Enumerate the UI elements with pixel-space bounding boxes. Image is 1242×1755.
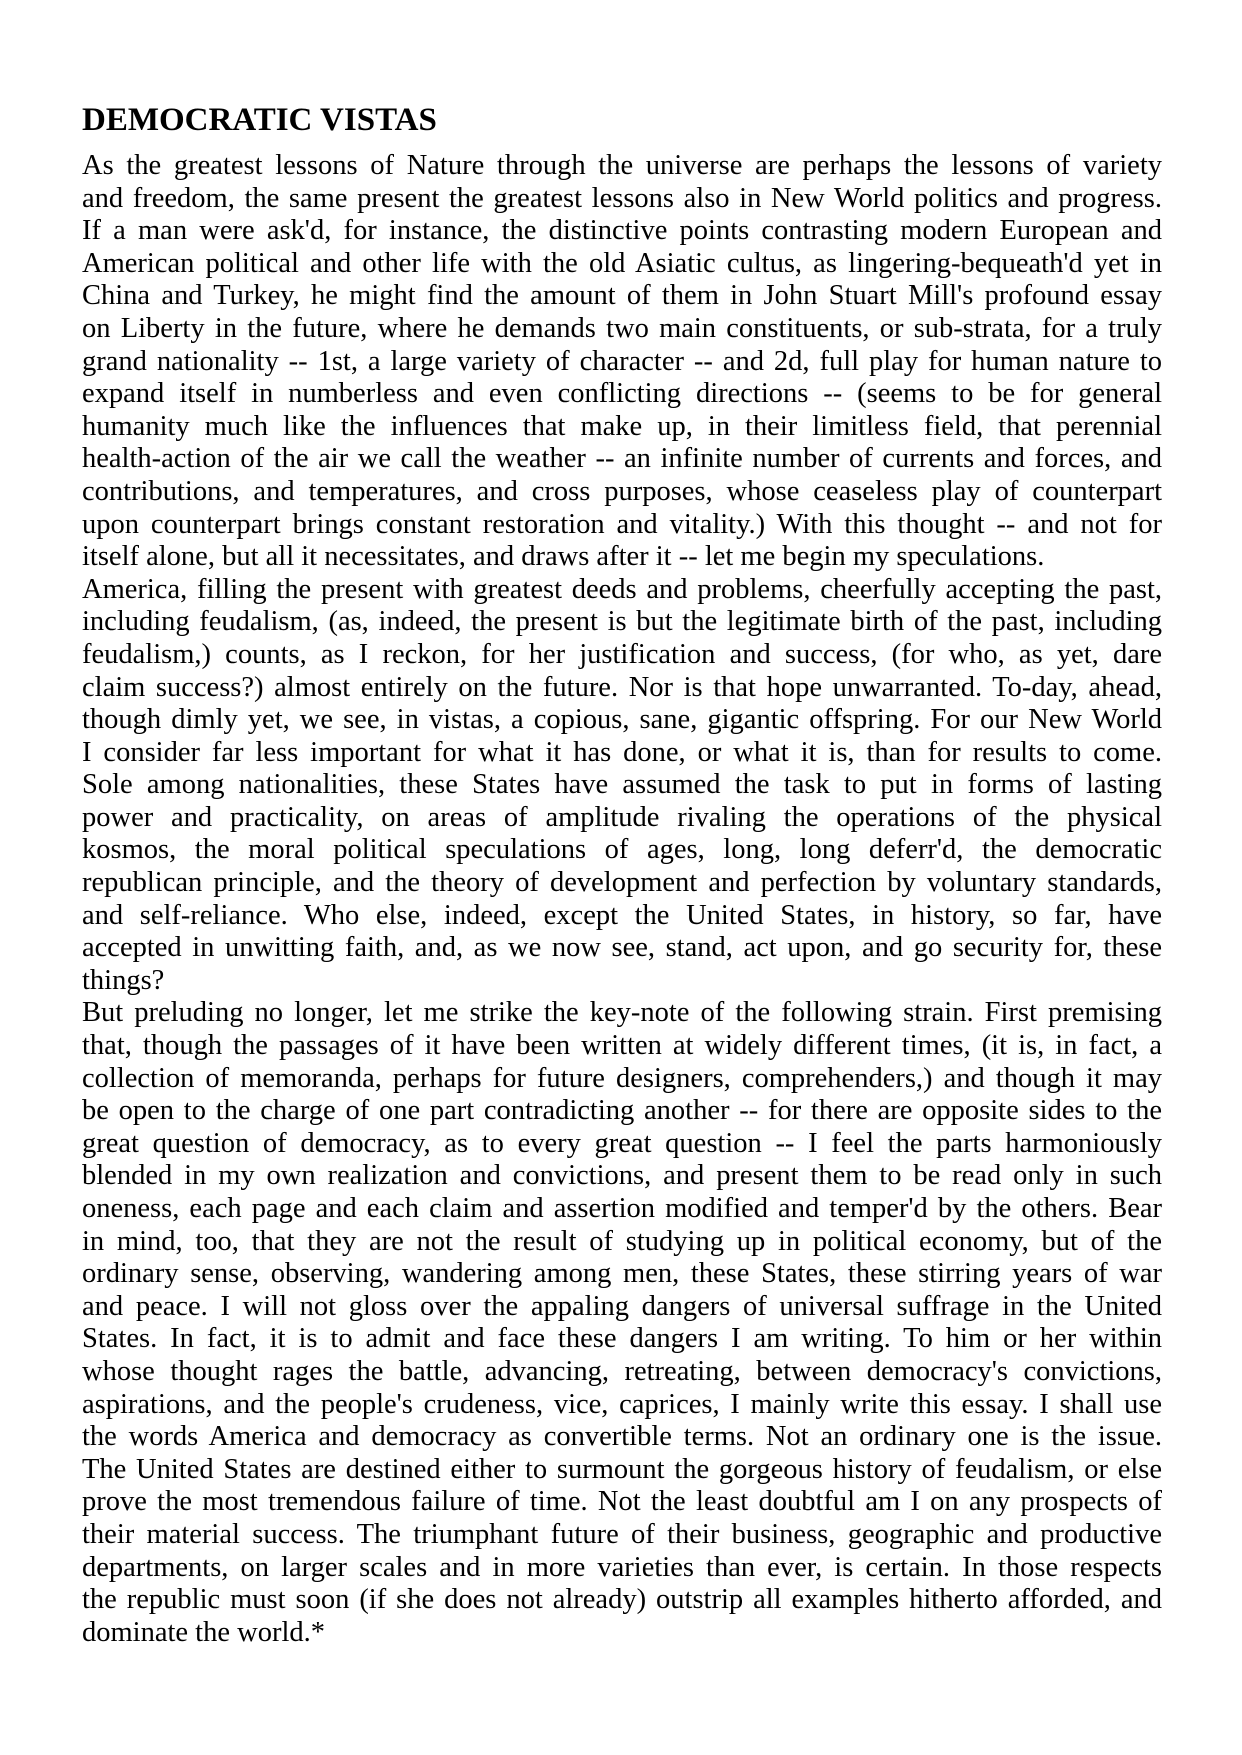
text-line: upon counterpart brings constant restoration and vitality.) With this thought -- and not for — [82, 508, 1162, 540]
text-line: America, filling the present with greatest deeds and problems, cheerfully accepting the past, — [82, 573, 1162, 605]
text-line: The United States are destined either to surmount the gorgeous history of feudalism, or else — [82, 1453, 1162, 1485]
text-line: States. In fact, it is to admit and face these dangers I am writing. To him or her within — [82, 1323, 1162, 1355]
text-line: the words America and democracy as convertible terms. Not an ordinary one is the issue. — [82, 1421, 1162, 1453]
text-line: things? — [82, 964, 165, 996]
text-line: though dimly yet, we see, in vistas, a copious, sane, gigantic offspring. For our New World — [82, 704, 1162, 736]
paragraph — [82, 574, 1162, 998]
text-line: oneness, each page and each claim and assertion modified and temper'd by the others. Bear — [82, 1193, 1162, 1224]
text-line: Sole among nationalities, these States have assumed the task to put in forms of lasting — [82, 769, 1162, 801]
text-line: that, though the passages of it have been written at widely different times, (it is, in fact, a — [82, 1030, 1162, 1062]
text-line: grand nationality -- 1st, a large variety of character -- and 2d, full play for human nature to — [82, 345, 1162, 377]
text-line: I consider far less important for what it has done, or what it is, than for results to come. — [82, 736, 1162, 768]
text-line: including feudalism, (as, indeed, the present is but the legitimate birth of the past, including — [82, 606, 1162, 638]
text-line: dominate the world.* — [82, 1616, 325, 1648]
text-line: If a man were ask'd, for instance, the distinctive points contrasting modern European and — [82, 215, 1162, 247]
text-line: feudalism,) counts, as I reckon, for her justification and success, (for who, as yet, dare — [82, 638, 1162, 670]
text-line: on Liberty in the future, where he demands two main constituents, or sub-strata, for a truly — [82, 312, 1162, 344]
text-line: blended in my own realization and convictions, and present them to be read only in such — [82, 1160, 1162, 1192]
text-line: prove the most tremendous failure of time. Not the least doubtful am I on any prospects of — [82, 1486, 1162, 1518]
text-line: be open to the charge of one part contradicting another -- for there are opposite sides to the — [82, 1095, 1162, 1127]
paragraph — [82, 150, 1162, 574]
text-line: in mind, too, that they are not the result of studying up in political economy, but of the — [82, 1225, 1162, 1257]
text-line: power and practicality, on areas of amplitude rivaling the operations of the physical — [82, 801, 1162, 833]
text-line: As the greatest lessons of Nature through the universe are perhaps the lessons of variety — [82, 150, 1162, 181]
text-line: and peace. I will not gloss over the appaling dangers of universal suffrage in the United — [82, 1290, 1162, 1322]
text-line: their material success. The triumphant future of their business, geographic and productive — [82, 1518, 1162, 1550]
text-line: republican principle, and the theory of development and perfection by voluntary standards, — [82, 867, 1162, 899]
text-line: great question of democracy, as to every great question -- I feel the parts harmoniously — [82, 1127, 1162, 1159]
document-body — [82, 150, 1162, 1649]
text-line: itself alone, but all it necessitates, and draws after it -- let me begin my speculations. — [82, 541, 1045, 573]
text-line: aspirations, and the people's crudeness, vice, caprices, I mainly write this essay. I shall use — [82, 1388, 1162, 1420]
text-line: humanity much like the influences that make up, in their limitless field, that perennial — [82, 410, 1162, 442]
text-line: and freedom, the same present the greatest lessons also in New World politics and progress. — [82, 182, 1162, 214]
text-line: accepted in unwitting faith, and, as we now see, stand, act upon, and go security for, these — [82, 932, 1162, 964]
text-line: ordinary sense, observing, wandering among men, these States, these stirring years of war — [82, 1258, 1162, 1290]
document-title: DEMOCRATIC VISTAS — [82, 102, 437, 138]
text-line: But preluding no longer, let me strike the key-note of the following strain. First premising — [82, 997, 1162, 1029]
text-line: claim success?) almost entirely on the future. Nor is that hope unwarranted. To-day, ahead, — [82, 671, 1162, 703]
text-line: and self-reliance. Who else, indeed, except the United States, in history, so far, have — [82, 899, 1162, 931]
text-line: kosmos, the moral political speculations of ages, long, long deferr'd, the democratic — [82, 834, 1162, 866]
document-page — [82, 98, 1162, 1649]
text-line: the republic must soon (if she does not already) outstrip all examples hitherto afforded, and — [82, 1584, 1162, 1616]
text-line: China and Turkey, he might find the amount of them in John Stuart Mill's profound essay — [82, 280, 1162, 312]
text-line: health-action of the air we call the weather -- an infinite number of currents and forces, and — [82, 443, 1162, 475]
text-line: collection of memoranda, perhaps for future designers, comprehenders,) and though it may — [82, 1062, 1162, 1094]
text-line: whose thought rages the battle, advancing, retreating, between democracy's convictions, — [82, 1355, 1162, 1387]
text-line: departments, on larger scales and in more varieties than ever, is certain. In those respects — [82, 1551, 1162, 1583]
text-line: contributions, and temperatures, and cross purposes, whose ceaseless play of counterpart — [82, 475, 1162, 507]
paragraph — [82, 997, 1162, 1649]
text-line: expand itself in numberless and even conflicting directions -- (seems to be for general — [82, 378, 1162, 410]
text-line: American political and other life with the old Asiatic cultus, as lingering-bequeath'd yet in — [82, 247, 1162, 279]
